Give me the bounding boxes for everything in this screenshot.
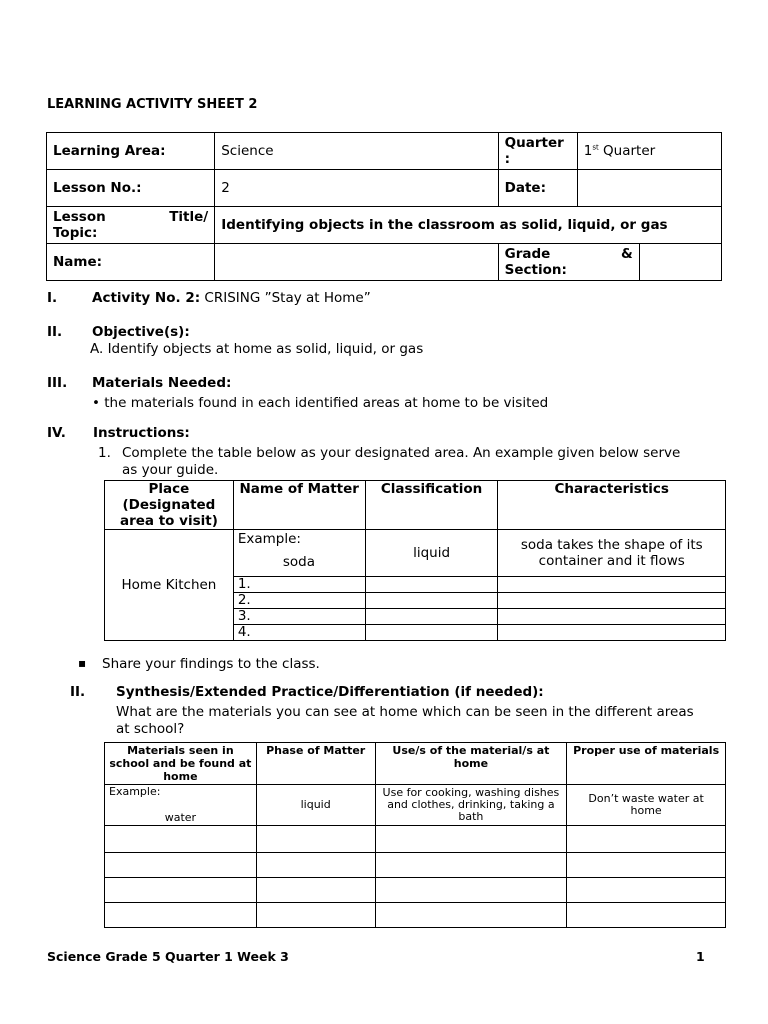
- date-field[interactable]: [577, 170, 721, 207]
- lesson-title-label: Lesson Title/ Topic:: [47, 207, 215, 244]
- col-header-classification: Classification: [365, 481, 498, 530]
- col-header-materials: Materials seen in school and be found at home: [105, 743, 257, 785]
- col-header-phase: Phase of Matter: [256, 743, 375, 785]
- lesson-title-value: Identifying objects in the classroom as solid, liquid, or gas: [215, 207, 722, 244]
- col-header-place: Place (Designated area to visit): [105, 481, 234, 530]
- table-row: 4.: [105, 625, 726, 641]
- col-header-proper-use: Proper use of materials: [567, 743, 726, 785]
- example-phase: liquid: [256, 785, 375, 826]
- sheet-title: LEARNING ACTIVITY SHEET 2: [47, 97, 258, 112]
- grade-section-label: Grade & Section:: [498, 244, 639, 281]
- name-field[interactable]: [215, 244, 498, 281]
- table-row: [105, 878, 726, 903]
- place-home-kitchen: Home Kitchen: [105, 530, 234, 641]
- col-header-uses: Use/s of the material/s at home: [375, 743, 567, 785]
- date-label: Date:: [498, 170, 577, 207]
- page-number: 1: [696, 949, 705, 964]
- example-characteristics: soda takes the shape of its container and it flows: [498, 530, 726, 577]
- bullet-icon: ▪: [78, 656, 87, 670]
- example-material-cell: Example: water: [105, 785, 257, 826]
- footer-text: Science Grade 5 Quarter 1 Week 3: [47, 949, 289, 964]
- activity-table: [104, 480, 726, 641]
- learning-area-label: Learning Area:: [47, 133, 215, 170]
- table-row: [105, 826, 726, 853]
- grade-section-field[interactable]: [639, 244, 721, 281]
- col-header-name: Name of Matter: [233, 481, 365, 530]
- quarter-label: Quarter :: [498, 133, 577, 170]
- example-name-cell: Example: soda: [233, 530, 365, 577]
- table-row: [105, 853, 726, 878]
- table-row: [105, 903, 726, 928]
- table-row: 1.: [105, 577, 726, 593]
- table-row: 2.: [105, 593, 726, 609]
- lesson-no-value: 2: [215, 170, 498, 207]
- example-classification: liquid: [365, 530, 498, 577]
- name-label: Name:: [47, 244, 215, 281]
- example-use: Use for cooking, washing dishes and clothes, drinking, taking a bath: [375, 785, 567, 826]
- header-table: [46, 132, 722, 281]
- learning-area-value: Science: [215, 133, 498, 170]
- quarter-value: 1st Quarter: [577, 133, 721, 170]
- lesson-no-label: Lesson No.:: [47, 170, 215, 207]
- synthesis-table: [104, 742, 726, 928]
- table-row: 3.: [105, 609, 726, 625]
- example-proper-use: Don’t waste water at home: [567, 785, 726, 826]
- col-header-characteristics: Characteristics: [498, 481, 726, 530]
